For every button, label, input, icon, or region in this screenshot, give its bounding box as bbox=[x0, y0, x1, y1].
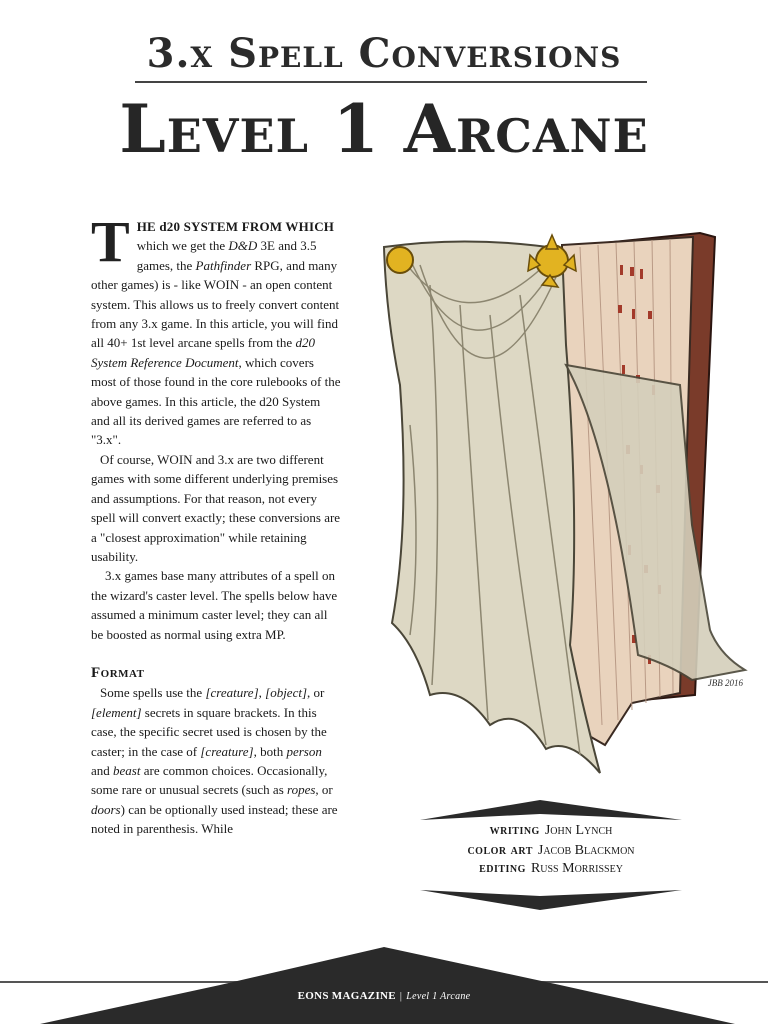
text-run: which we get the bbox=[136, 238, 229, 254]
text-run-italic: [object] bbox=[265, 685, 308, 701]
credit-writing bbox=[420, 822, 682, 840]
artist-signature: JBB 2016 bbox=[707, 678, 743, 688]
text-run: Some spells use the bbox=[100, 685, 206, 701]
credit-name: Russ Morrissey bbox=[530, 861, 623, 876]
credit-label: writing bbox=[489, 823, 540, 838]
text-run: are common choices. Occasionally, some rare or unusual secrets (such as bbox=[91, 762, 328, 798]
spellbook-illustration bbox=[370, 225, 755, 780]
footer-magazine: EONS MAGAZINE bbox=[297, 990, 396, 1002]
credit-label: editing bbox=[479, 861, 526, 876]
lead-in: HE d20 SYSTEM FROM WHICH bbox=[136, 219, 335, 234]
clasp-left-icon bbox=[387, 247, 413, 273]
credit-name: John Lynch bbox=[544, 823, 613, 838]
text-run-italic: [creature] bbox=[200, 743, 254, 759]
text-run: , or bbox=[307, 685, 325, 701]
credits-block bbox=[420, 798, 682, 913]
article-body bbox=[91, 209, 341, 839]
footer-issue: Level 1 Arcane bbox=[406, 991, 471, 1002]
footer-band bbox=[0, 945, 768, 1024]
text-run: , which covers most of those found in the core rulebooks of the above games. In this article, the d20 System and all its derived games are referred to as "3.x". bbox=[91, 354, 341, 448]
page-footer bbox=[0, 990, 768, 1002]
text-run-italic: Pathfinder bbox=[195, 257, 252, 273]
paragraph-caster-level: 3.x games base many attributes of a spell on the wizard's caster level. The spells below have assumed a minimum caster level; they can all be boosted as normal using extra MP. bbox=[91, 568, 338, 642]
text-run: , both bbox=[253, 743, 287, 759]
paragraph-format bbox=[91, 683, 341, 838]
text-run: 3E and 3.5 games, the bbox=[136, 238, 317, 273]
drop-cap: T bbox=[91, 209, 130, 274]
page-title: Level 1 Arcane bbox=[119, 90, 649, 168]
text-run: RPG, and many other games) is - like WOIN - an open content system. This allows us to freely convert content from any 3.x game. In this article, you will find all 40+ 1st level arcane spells from the bbox=[91, 257, 340, 351]
text-run-italic: D&D bbox=[228, 238, 258, 254]
text-run: ) can be optionally used instead; these are noted in parenthesis. While bbox=[91, 801, 338, 837]
text-run: and bbox=[91, 762, 114, 778]
title-divider bbox=[135, 81, 647, 83]
paragraph-differences: Of course, WOIN and 3.x are two different games with some different underlying premises and assumptions. For that reason, not every spell will convert exactly; these conversions are a "closest approximation" while retaining usability. bbox=[91, 451, 341, 564]
footer-separator: | bbox=[399, 991, 403, 1002]
credit-color-art bbox=[420, 842, 682, 860]
text-run-italic: person bbox=[286, 743, 322, 759]
credit-name: Jacob Blackmon bbox=[537, 843, 635, 858]
text-run-italic: ropes bbox=[287, 782, 316, 798]
paragraph-intro bbox=[91, 209, 341, 450]
credit-label: color art bbox=[467, 843, 533, 858]
section-heading-format: Format bbox=[91, 664, 145, 681]
spellbook-drawing bbox=[370, 225, 755, 780]
text-run-italic: doors bbox=[91, 801, 121, 817]
text-run-italic: beast bbox=[113, 762, 141, 778]
text-run-italic: [creature] bbox=[205, 685, 259, 701]
series-title: 3.x Spell Conversions bbox=[146, 30, 622, 77]
credit-editing bbox=[420, 860, 682, 878]
clasp-right-icon bbox=[536, 245, 568, 277]
text-run: secrets in square brackets. In this case, the specific secret used is chosen by the caster; in the case of bbox=[91, 704, 327, 759]
text-run: , bbox=[258, 685, 266, 701]
text-run-italic: d20 System Reference Document bbox=[91, 335, 315, 370]
text-run-italic: [element] bbox=[91, 704, 142, 720]
text-run: , or bbox=[315, 782, 333, 798]
